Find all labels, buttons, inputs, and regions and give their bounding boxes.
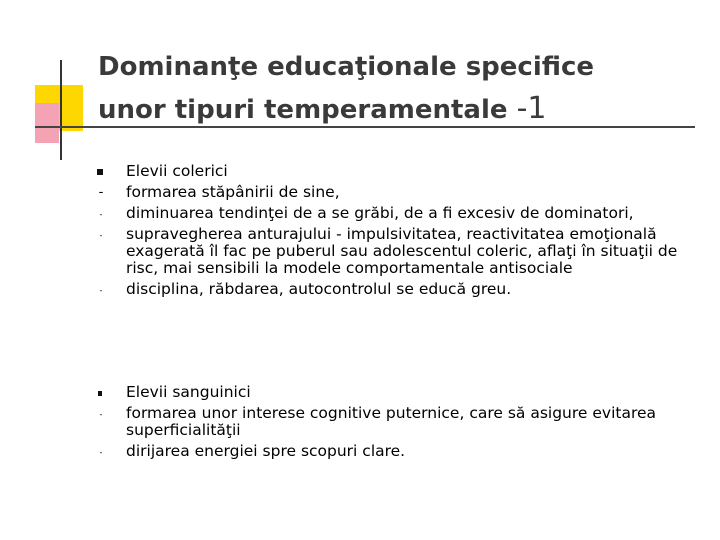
title-line-1: Dominanţe educaţionale specifice	[98, 52, 595, 82]
list-item	[92, 443, 702, 460]
dash-bullet-icon: -	[99, 410, 103, 419]
list-item	[92, 205, 702, 222]
dash-bullet-icon: -	[99, 210, 103, 219]
heading-text: Elevii sanguinici	[126, 383, 251, 401]
slide-title	[98, 46, 594, 131]
section-heading	[92, 163, 702, 180]
item-text: diminuarea tendinţei de a se grăbi, de a fi excesiv de dominatori,	[126, 204, 634, 222]
section-colerici	[92, 163, 702, 298]
dash-bullet-icon: -	[99, 231, 103, 240]
section-heading	[92, 384, 702, 401]
dash-bullet-icon: -	[98, 185, 104, 200]
decor-vertical-line	[60, 60, 62, 160]
list-item	[92, 281, 702, 298]
list-item	[92, 405, 702, 439]
title-suffix: -1	[516, 91, 547, 126]
decor-pink-square	[35, 103, 59, 143]
section-sanguinici	[92, 384, 702, 460]
dash-bullet-icon: -	[99, 448, 103, 457]
dash-bullet-icon: -	[99, 286, 103, 295]
item-text: disciplina, răbdarea, autocontrolul se educă greu.	[126, 280, 512, 298]
item-text: formarea unor interese cognitive puternice, care să asigure evitarea superficialităţii	[126, 404, 657, 439]
item-text: dirijarea energiei spre scopuri clare.	[126, 442, 406, 460]
list-item	[92, 184, 702, 201]
title-line-2: unor tipuri temperamentale	[98, 95, 508, 125]
item-text: formarea stăpânirii de sine,	[126, 183, 340, 201]
list-item	[92, 226, 702, 277]
item-text: supravegherea anturajului - impulsivitatea, reactivitatea emoţională exagerată îl fac pe puberul sau adolescentul coleric, aflaţi în situaţii de risc, mai sensibili la modele comportamentale antisociale	[126, 225, 678, 277]
heading-text: Elevii colerici	[126, 162, 228, 180]
